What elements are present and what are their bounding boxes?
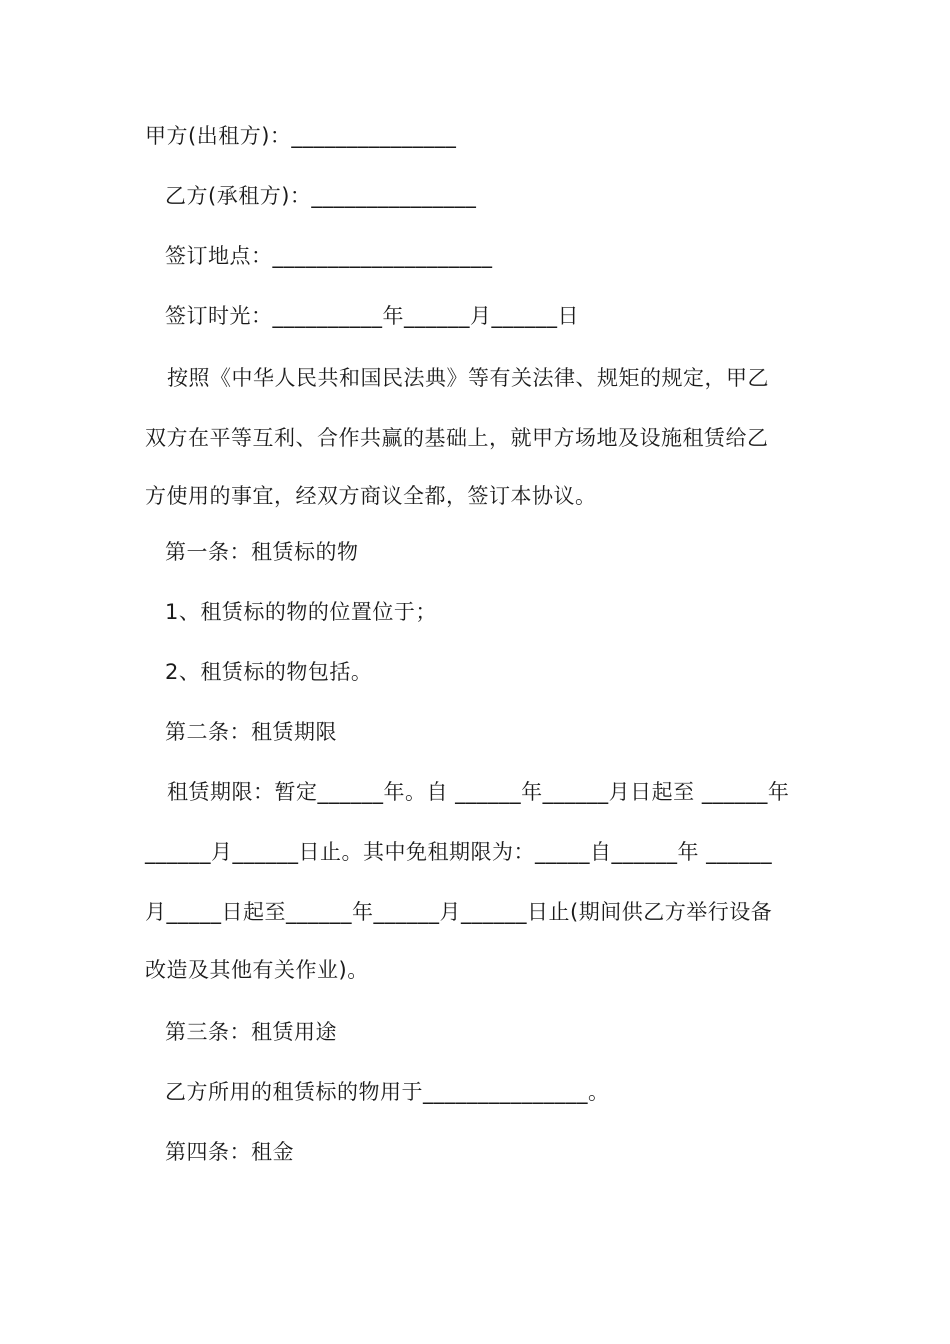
- sign-place-line: 签订地点：____________________: [165, 244, 493, 268]
- article-4-title: 第四条：租金: [165, 1140, 294, 1164]
- party-a-line: 甲方(出租方)：_______________: [145, 124, 457, 148]
- article-2-line-2: ______月______日止。其中免租期限为：_____自______年 ______: [145, 840, 773, 864]
- party-b-line: 乙方(承租方)：_______________: [165, 184, 477, 208]
- intro-line-1: 按照《中华人民共和国民法典》等有关法律、规矩的规定，甲乙: [167, 366, 769, 390]
- intro-line-2: 双方在平等互利、合作共赢的基础上，就甲方场地及设施租赁给乙: [145, 426, 769, 450]
- intro-line-3: 方使用的事宜，经双方商议全都，签订本协议。: [145, 484, 597, 508]
- article-2-title: 第二条：租赁期限: [165, 720, 337, 744]
- article-3-line-1: 乙方所用的租赁标的物用于_______________。: [165, 1080, 610, 1104]
- article-1-title: 第一条：租赁标的物: [165, 540, 359, 564]
- article-2-line-3: 月_____日起至______年______月______日止(期间供乙方举行设备: [145, 900, 773, 924]
- sign-time-line: 签订时光：__________年______月______日: [165, 304, 579, 328]
- article-1-item-1: 1、租赁标的物的位置位于；: [165, 600, 437, 624]
- article-2-line-4: 改造及其他有关作业)。: [145, 958, 369, 982]
- article-2-line-1: 租赁期限：暂定______年。自 ______年______月日起至 ______年: [167, 780, 790, 804]
- article-1-item-2: 2、租赁标的物包括。: [165, 660, 373, 684]
- article-3-title: 第三条：租赁用途: [165, 1020, 337, 1044]
